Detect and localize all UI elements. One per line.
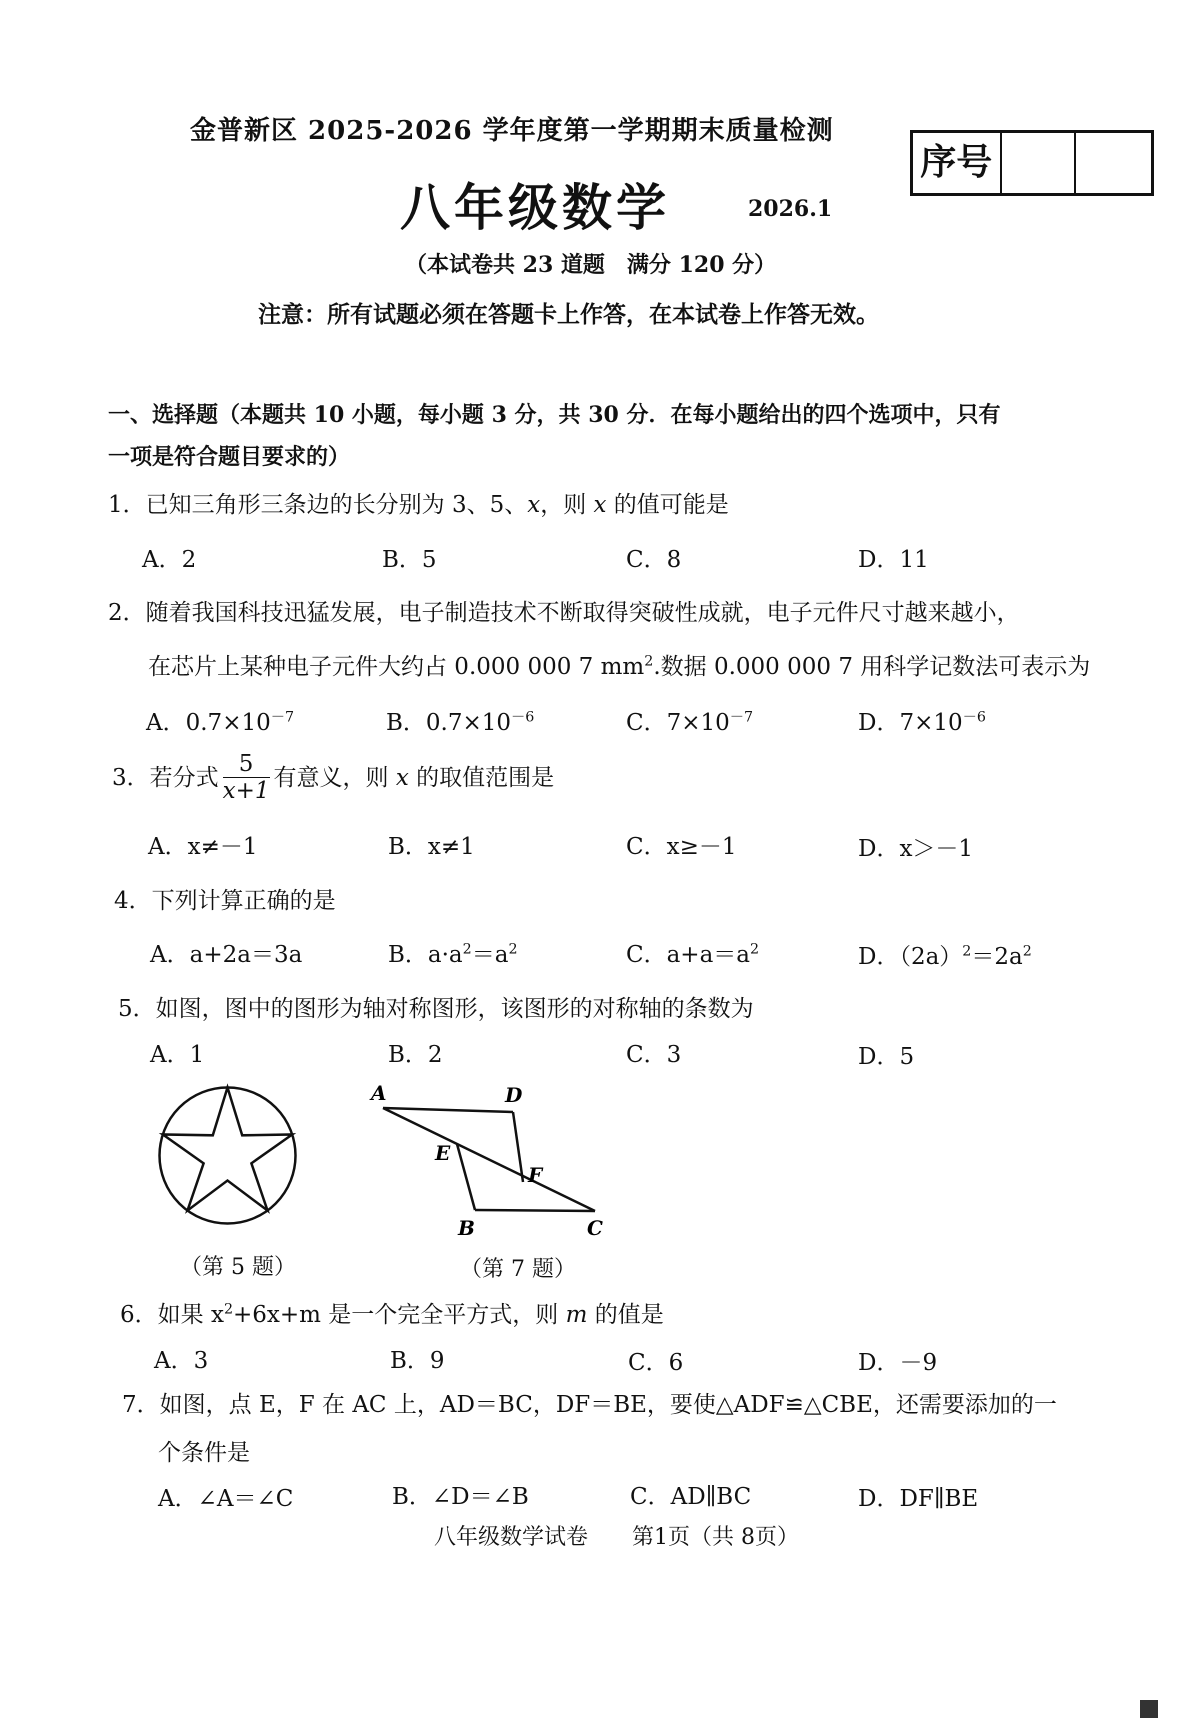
q1-option-a: A．2 [142,547,197,573]
q3-option-d: D．x＞－1 [858,836,974,862]
question-stem: 的值是 [587,1302,664,1328]
option-text: C．7×10 [626,710,730,736]
option-text: A．0.7×10 [146,710,271,736]
q7-option-a: A．∠A＝∠C [158,1486,294,1512]
question-5 [118,990,754,1023]
variable: x [527,492,541,518]
section-heading-line2: 一项是符合题目要求的） [108,444,351,470]
question-number: 5． [118,996,156,1022]
variable: m [565,1302,588,1328]
page-footer: 八年级数学试卷 第1页（共 8页） [434,1525,799,1550]
option-text: ＝2a [971,944,1023,970]
q3-option-a: A．x≠－1 [148,834,258,860]
point-label-e: E [435,1141,451,1165]
variable: x [593,492,607,518]
exponent: 2 [223,1301,234,1318]
q4-option-b [388,936,518,969]
fraction-numerator: 5 [223,752,270,778]
q6-option-a: A．3 [154,1348,209,1374]
exponent: －7 [729,709,754,726]
q5-option-a: A．1 [150,1042,205,1068]
question-stem: 若分式 [149,764,219,791]
figure-7-caption: （第 7 题） [460,1257,576,1282]
q6-option-c: C．6 [628,1350,684,1376]
question-number: 3． [112,764,150,791]
question-number: 4． [114,888,152,914]
question-stem: 的取值范围是 [408,764,555,791]
question-2-line1 [108,594,1020,627]
q7-option-b: B．∠D＝∠B [392,1484,529,1510]
question-6 [120,1296,664,1329]
exponent: －6 [511,709,535,726]
exam-title-line1: 金普新区 2025-2026 学年度第一学期期末质量检测 [190,116,834,146]
question-stem: ，则 [540,492,594,518]
question-7-line1 [122,1386,1057,1419]
qr-code-icon [1140,1700,1158,1718]
question-stem: +6x+m 是一个完全平方式，则 [233,1302,566,1328]
point-label-f: F [528,1163,543,1187]
serial-label: 序号 [913,133,1002,193]
q3-option-c: C．x≥－1 [626,834,737,860]
exponent: 2 [962,943,972,960]
question-stem: 如图，点 E，F 在 AC 上，AD＝BC，DF＝BE，要使△ADF≌△CBE，还需要添加的一 [159,1392,1057,1418]
q6-option-d: D．－9 [858,1350,938,1376]
exponent: 2 [750,941,760,958]
q5-option-b: B．2 [388,1042,443,1068]
q1-option-d: D．11 [858,547,929,573]
q5-option-c: C．3 [626,1042,682,1068]
exam-date: 2026.1 [748,196,833,222]
figure-7-geometry [365,1080,615,1240]
question-number: 6． [120,1302,158,1328]
q3-option-b: B．x≠1 [388,834,475,860]
q2-option-d [858,704,986,737]
question-stem: 如果 x [157,1302,224,1328]
q2-option-b [386,704,534,737]
question-number: 1． [108,492,146,518]
question-stem: 有意义，则 [273,764,396,791]
question-2-line2 [148,648,1090,681]
q4-option-c [626,936,759,969]
question-stem: 在芯片上某种电子元件大约占 0.000 000 7 mm [148,654,645,680]
exam-notice: 注意：所有试题必须在答题卡上作答，在本试卷上作答无效。 [258,301,879,328]
question-stem: 如图，图中的图形为轴对称图形，该图形的对称轴的条数为 [155,996,754,1022]
exponent: －6 [962,709,986,726]
point-label-a: A [371,1081,387,1105]
superscript: 2 [644,653,654,670]
point-label-d: D [505,1083,523,1107]
serial-cell-1 [1002,133,1077,193]
q6-option-b: B．9 [390,1348,445,1374]
q1-option-c: C．8 [626,547,682,573]
exponent: 2 [1022,943,1032,960]
q4-option-a: A．a+2a＝3a [150,942,303,968]
segment-ac [383,1108,595,1211]
serial-number-box [910,130,1154,196]
question-7-line2: 个条件是 [158,1440,250,1466]
segment-bc [475,1210,595,1211]
circle-shape [160,1088,296,1224]
section-heading-line1: 一、选择题（本题共 10 小题，每小题 3 分，共 30 分．在每小题给出的四个选项中，只有 [108,402,1001,428]
q5-option-d: D．5 [858,1044,915,1070]
fraction-denominator: x+1 [222,778,270,805]
q1-option-b: B．5 [382,547,437,573]
question-3 [112,752,554,806]
exponent: 2 [508,941,518,958]
exponent: 2 [462,941,472,958]
q4-option-d [858,938,1032,971]
option-text: D．（2a） [858,944,963,970]
option-text: D．7×10 [858,710,963,736]
segment-ad [383,1108,513,1112]
q2-option-a [146,704,294,737]
variable: x [395,764,409,791]
point-label-b: B [458,1216,475,1240]
question-1 [108,486,729,519]
serial-cell-2 [1076,133,1151,193]
exam-main-title: 八年级数学 [400,178,670,237]
q7-option-c: C．AD∥BC [630,1484,752,1510]
fraction [223,752,270,806]
option-text: ＝a [471,942,509,968]
question-number: 2． [108,600,146,626]
q2-option-c [626,704,753,737]
option-text: B．a·a [388,942,463,968]
exam-subtitle: （本试卷共 23 道题 满分 120 分） [405,252,777,278]
question-number: 7． [122,1392,160,1418]
question-stem: .数据 0.000 000 7 用科学记数法可表示为 [653,654,1091,680]
question-stem: 已知三角形三条边的长分别为 3、5、 [145,492,528,518]
figure-5-caption: （第 5 题） [180,1255,296,1280]
option-text: C．a+a＝a [626,942,751,968]
question-4 [114,882,336,915]
figure-5-star-in-circle [155,1083,300,1228]
segment-eb [457,1144,475,1210]
q7-option-d: D．DF∥BE [858,1486,979,1512]
question-stem: 的值可能是 [606,492,729,518]
point-label-c: C [587,1216,603,1240]
exponent: －7 [270,709,295,726]
option-text: B．0.7×10 [386,710,512,736]
question-stem: 下列计算正确的是 [151,888,336,914]
question-stem: 随着我国科技迅猛发展，电子制造技术不断取得突破性成就，电子元件尺寸越来越小， [145,600,1020,626]
